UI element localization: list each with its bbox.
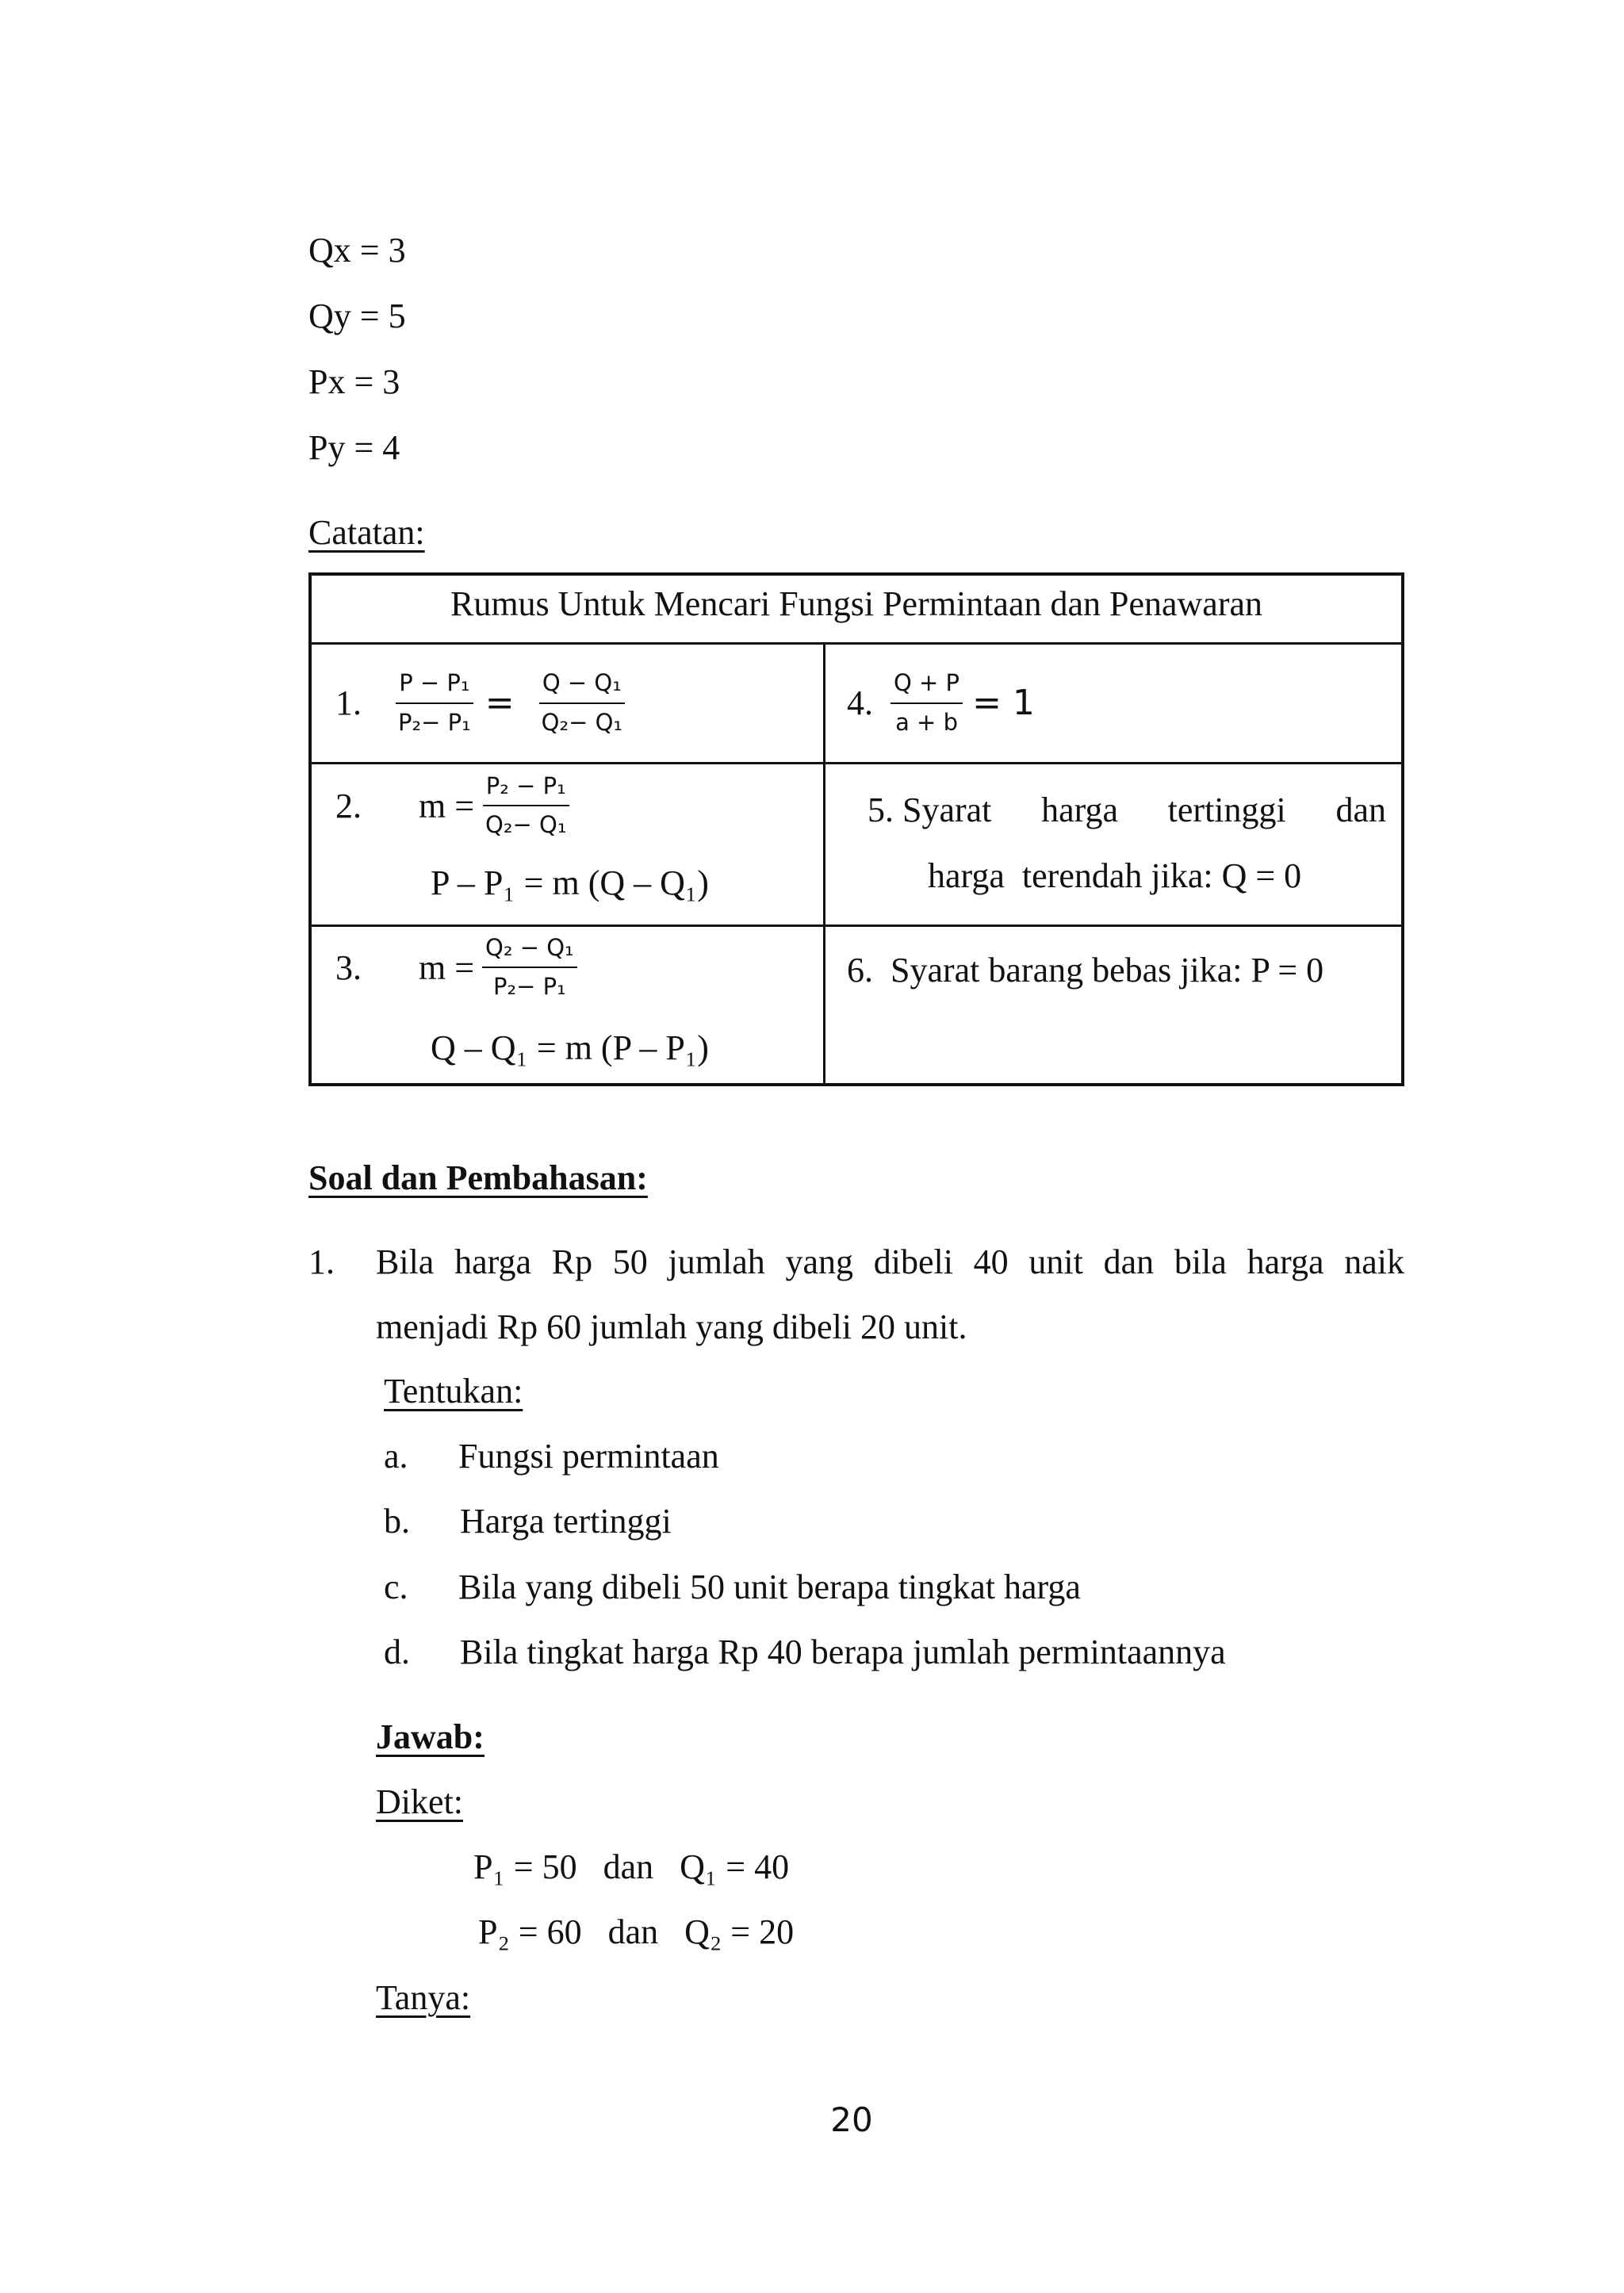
formula-4 (847, 653, 1035, 752)
list-item: Bila tingkat harga Rp 40 berapa jumlah permintaannya (460, 1633, 1226, 1671)
fraction (482, 771, 569, 840)
formula-number: 5. (868, 790, 894, 829)
fraction-numerator: Q − Q₁ (539, 668, 625, 703)
equals-sign: = (485, 683, 515, 723)
tentukan-label: Tentukan: (384, 1372, 523, 1411)
formula-number: 2. (335, 786, 362, 825)
fraction-denominator: P₂− P₁ (492, 973, 566, 1000)
slope-label: m = (419, 786, 475, 825)
list-item: Bila yang dibeli 50 unit berapa tingkat harga (458, 1568, 1081, 1606)
fraction (482, 932, 577, 1002)
fraction-denominator: P₂− P₁ (398, 708, 471, 736)
formula-5-word: tertinggi (1167, 790, 1286, 829)
fraction (538, 668, 626, 737)
formula-3-equation: Q – Q₁ = m (P – P₁) (431, 1028, 709, 1067)
question-number: 1. (308, 1242, 335, 1281)
table-divider (312, 762, 1401, 764)
formula-5 (839, 766, 1386, 924)
formula-number: 3. (335, 947, 362, 987)
list-item-letter: c. (384, 1568, 408, 1606)
jawab-label: Jawab: (376, 1717, 485, 1756)
formula-5-word: Syarat (902, 790, 992, 829)
given-qx: Qx = 3 (308, 231, 406, 270)
fraction-numerator: P − P₁ (396, 668, 473, 703)
diket-label: Diket: (376, 1782, 463, 1821)
list-item: Fungsi permintaan (458, 1437, 719, 1476)
question-line-2: menjadi Rp 60 jumlah yang dibeli 20 unit. (376, 1307, 967, 1346)
formula-2-equation: P – P₁ = m (Q – Q₁) (431, 863, 709, 902)
page-number: 20 (830, 2100, 873, 2139)
fraction-numerator: Q + P (891, 668, 963, 703)
given-px: Px = 3 (308, 362, 400, 401)
formula-5-line1 (868, 790, 1386, 829)
fraction-numerator: P₂ − P₁ (483, 771, 569, 806)
table-divider (312, 924, 1401, 927)
table-divider (312, 642, 1401, 645)
formula-number: 1. (335, 683, 362, 722)
given-qy: Qy = 5 (308, 297, 406, 335)
question-line-1 (376, 1242, 1404, 1281)
formula-2 (335, 766, 811, 924)
list-item-letter: a. (384, 1437, 408, 1476)
fraction-numerator: Q₂ − Q₁ (482, 932, 577, 968)
known-values-2: P₂ = 60 dan Q₂ = 20 (478, 1912, 795, 1951)
list-item-letter: d. (384, 1633, 410, 1671)
fraction-denominator: Q₂− Q₁ (541, 708, 623, 736)
known-values-1: P₁ = 50 dan Q₁ = 40 (473, 1847, 790, 1886)
formula-table (308, 572, 1404, 1086)
slope-label: m = (419, 947, 475, 987)
formula-5-line2: harga terendah jika: Q = 0 (928, 856, 1302, 895)
given-py: Py = 4 (308, 428, 400, 467)
list-item-letter: b. (384, 1502, 410, 1541)
formula-1 (335, 653, 626, 752)
formula-5-word: harga (1041, 790, 1118, 829)
fraction-denominator: a + b (895, 708, 958, 736)
table-column-divider (823, 644, 825, 1083)
fraction-denominator: Q₂− Q₁ (485, 811, 567, 838)
formula-rhs: = 1 (972, 683, 1035, 723)
section-title: Soal dan Pembahasan: (308, 1158, 648, 1197)
formula-3 (335, 928, 811, 1086)
question-text: Bila harga Rp 50 jumlah yang dibeli 40 unit dan bila harga naik (376, 1242, 1404, 1281)
table-header: Rumus Untuk Mencari Fungsi Permintaan dan Penawaran (450, 584, 1263, 623)
fraction (891, 668, 963, 737)
fraction (395, 668, 474, 737)
list-item: Harga tertinggi (460, 1502, 672, 1541)
formula-number: 4. (847, 683, 873, 722)
tanya-label: Tanya: (376, 1978, 471, 2017)
formula-5-word: dan (1335, 790, 1386, 829)
formula-6: 6. Syarat barang bebas jika: P = 0 (847, 951, 1324, 990)
catatan-label: Catatan: (308, 513, 425, 552)
